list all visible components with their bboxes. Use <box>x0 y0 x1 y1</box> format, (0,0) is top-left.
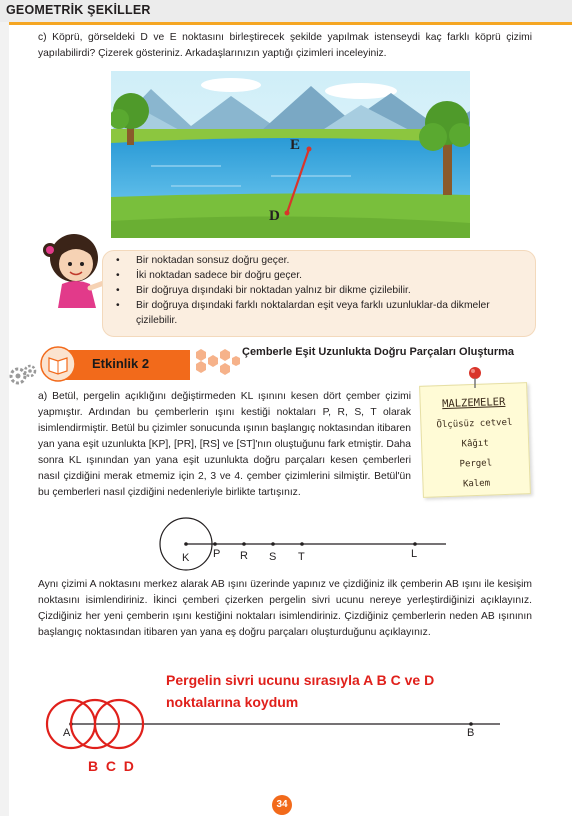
point-e-dot <box>307 147 312 152</box>
ray-label-p: P <box>213 548 221 560</box>
bullet-item: • Bir doğruya dışındaki farklı noktalardan eşit veya farklı uzunluklar-da dikmeler çizilebilir. <box>112 298 522 328</box>
handwritten-answer-line-1: Pergelin sivri ucunu sırasıyla A B C ve D <box>166 672 435 688</box>
book-icon <box>40 346 76 382</box>
ray-label-s: S <box>269 551 277 563</box>
ray-label-r: R <box>240 550 248 562</box>
info-bullet-list <box>112 253 522 328</box>
activity-paragraph-b: Aynı çizimi A noktasını merkez alarak AB ışını üzerinde yapınız ve çizdiğiniz ilk çemberin AB ışını ile kesişim noktasını isimlendiriniz. İkinci çemberi çizerken pergelin sivri ucunu nereye yerleştirdiğinizi açıklayınız. Çizdiğiniz her yeni çemberin ışını kestiğini noktaları isimlendiriniz. Çizdiğiniz çemberlerin neden AB ışınının başlangıç noktasından itibaren yan yana eş doğru parçaları oluşturduğunu açıklayınız. <box>38 579 532 638</box>
point-e-label: E <box>290 137 301 153</box>
handwritten-answer-line-2: noktalarına koydum <box>166 694 299 710</box>
materials-note <box>419 382 531 498</box>
bullet-item: • Bir noktadan sonsuz doğru geçer. <box>112 253 522 268</box>
activity-paragraph-a: a) Betül, pergelin açıklığını değiştirmeden KL ışınını kesen dört çember çizimi yapmıştır. Ardından bu çemberlerin ışını kestiği noktaları P, R, S, T olarak isimlendirmiştir. Betül bu çizimler sonucunda ışının başlangıç noktasından itibaren yan yana eşit uzunlukta [KP], [PR], [RS] ve [ST]'nın oluştuğunu fark etmiştir. Daha sonra KL ışınından yan yana eşit uzunlukta doğru parçaları kesen çemberleri nasıl çizdiğini merak etmemiz için 2, 3 ve 4. çember çizimlerini silmiştir. Betül'ün bu çemberleri nasıl çizdiğini nedenleriyle birlikte tartışınız. <box>38 391 411 498</box>
ray-label-k: K <box>182 552 190 564</box>
handwritten-letters-bcd: B C D <box>88 758 134 774</box>
hexagon-pattern-icon <box>190 346 240 380</box>
ray-label-t: T <box>298 551 305 563</box>
ray-label-b: B <box>467 727 475 739</box>
lake-illustration <box>111 71 470 238</box>
point-d-dot <box>285 211 290 216</box>
activity-title: Çemberle Eşit Uzunlukta Doğru Parçaları Oluşturma <box>242 346 515 358</box>
question-c-text: c) Köprü, görseldeki D ve E noktasını birleştirecek şekilde yapılmak istenseydi kaç farklı köprü çizimi yapılabilirdi? Çizerek gösteriniz. Arkadaşlarınızın yaptığı çizimleri inceleyiniz. <box>38 32 532 59</box>
left-margin-stripe <box>0 22 9 816</box>
bullet-item: • Bir doğruya dışındaki bir noktadan yalnız bir dikme çizilebilir. <box>112 283 522 298</box>
materials-item: Pergel <box>459 458 493 470</box>
ray-label-a: A <box>63 727 71 739</box>
pushpin-icon <box>466 366 484 390</box>
bullet-item: • İki noktadan sadece bir doğru geçer. <box>112 268 522 283</box>
gears-icon <box>8 362 38 388</box>
page-number: 34 <box>272 795 292 815</box>
materials-item: Ölçüsüz cetvel <box>436 417 513 431</box>
ray-label-l: L <box>411 548 418 560</box>
page-header-title: GEOMETRİK ŞEKİLLER <box>6 3 151 17</box>
ray-kl-diagram <box>150 515 450 571</box>
ray-ab-diagram <box>40 690 500 752</box>
point-d-label: D <box>269 208 280 224</box>
activity-label: Etkinlik 2 <box>92 356 150 371</box>
materials-item: Kâğıt <box>461 438 489 450</box>
materials-item: Kalem <box>462 478 491 490</box>
materials-heading: MALZEMELER <box>441 395 506 411</box>
